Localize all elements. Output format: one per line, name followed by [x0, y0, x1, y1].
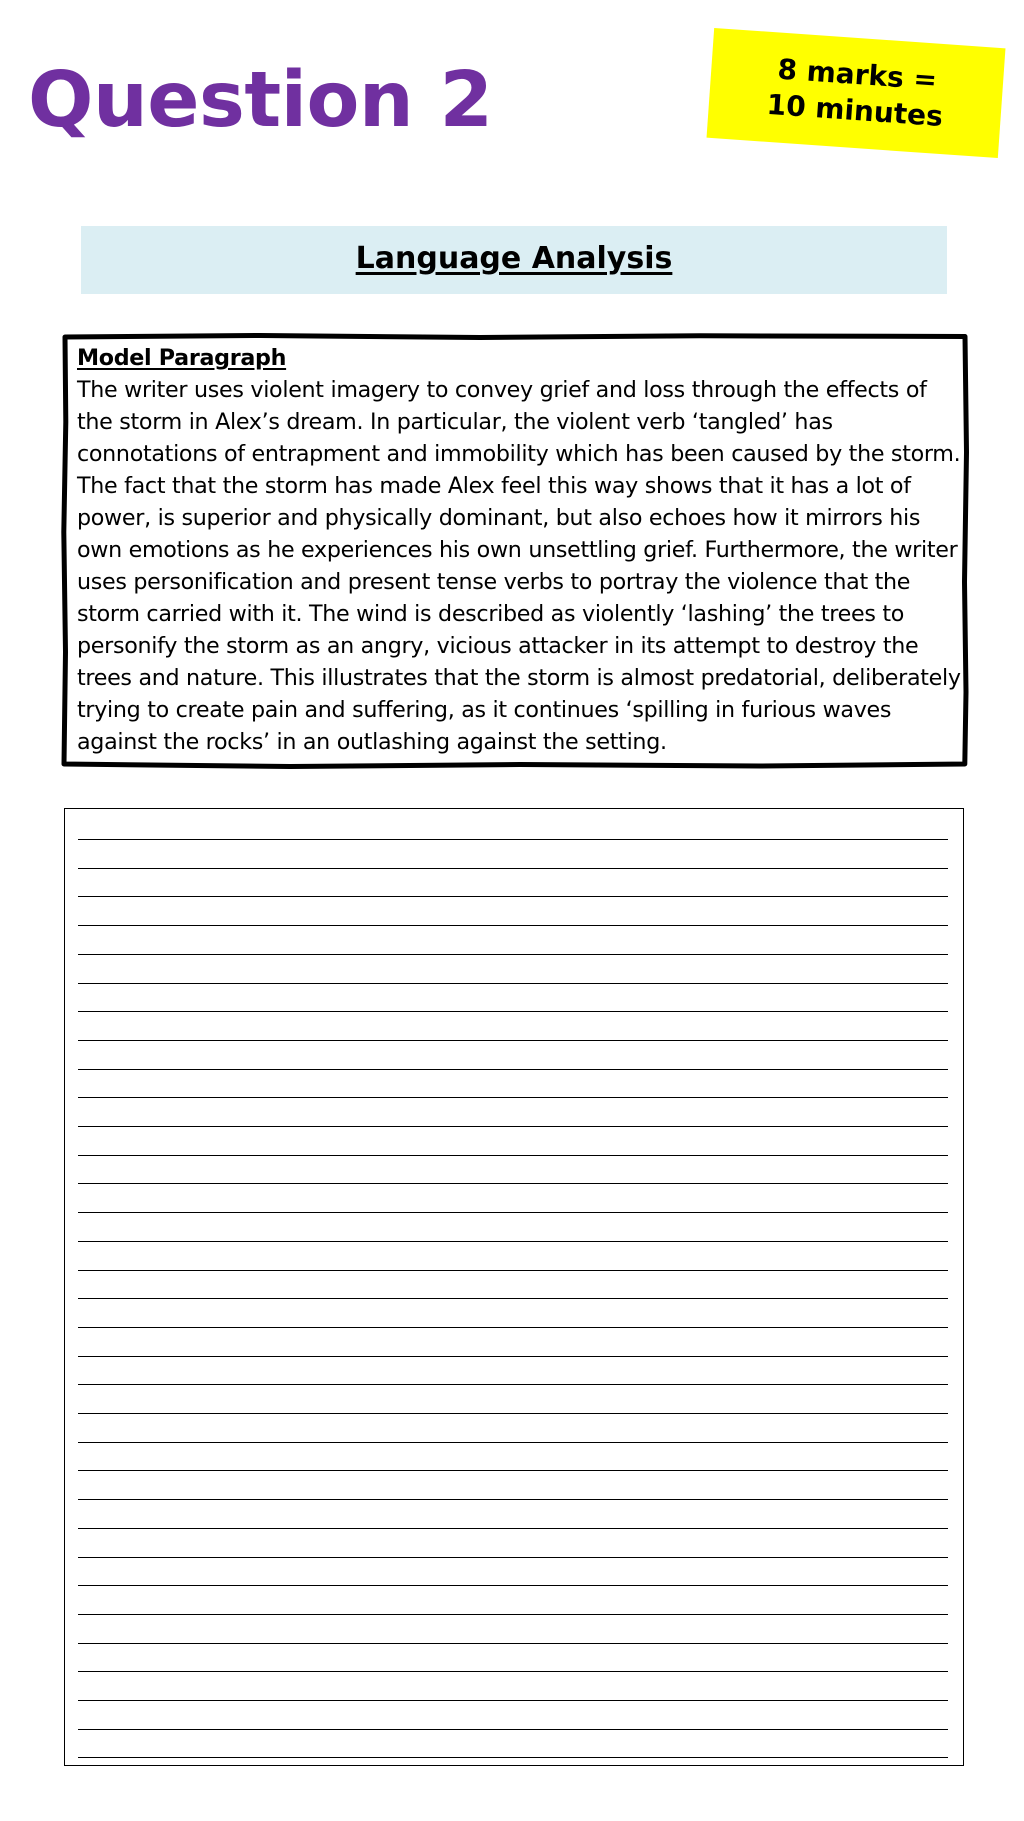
answer-line [78, 954, 948, 955]
answer-line [78, 1671, 948, 1672]
answer-line [78, 868, 948, 869]
answer-line [78, 1643, 948, 1644]
answer-line [78, 1557, 948, 1558]
answer-line [78, 1298, 948, 1299]
answer-line [78, 1614, 948, 1615]
answer-line [78, 983, 948, 984]
answer-line [78, 925, 948, 926]
marks-badge [707, 28, 1006, 158]
answer-line [78, 1155, 948, 1156]
answer-line [78, 1040, 948, 1041]
section-banner [81, 226, 947, 294]
answer-line [78, 1499, 948, 1500]
answer-area[interactable] [64, 808, 964, 1766]
model-heading: Model Paragraph [77, 345, 287, 371]
time-value: 10 minutes [765, 87, 944, 134]
answer-line [78, 1729, 948, 1730]
answer-line [78, 1413, 948, 1414]
answer-line [78, 1011, 948, 1012]
answer-line [78, 1270, 948, 1271]
model-paragraph-box [60, 332, 970, 770]
model-body: The writer uses violent imagery to convey grief and loss through the effects of the storm in Alex’s dream. In particular, the violent verb ‘tangled’ has connotations of entrapment and immobility which has been caused by the storm. The fact that the storm has made Alex feel this way shows that it has a lot of power, is superior and physically dominant, but also echoes how it mirrors his own emotions as he experiences his own unsettling grief. Furthermore, the writer uses personification and present tense verbs to portray the violence that the storm carried with it. The wind is described as violently ‘lashing’ the trees to personify the storm as an angry, vicious attacker in its attempt to destroy the trees and nature. This illustrates that the storm is almost predatorial, deliberately trying to create pain and suffering, as it continues ‘spilling in furious waves against the rocks’ in an outlashing against the setting. [77, 377, 961, 755]
answer-line [78, 1183, 948, 1184]
answer-line [78, 1241, 948, 1242]
answer-line [78, 1700, 948, 1701]
page-title: Question 2 [28, 56, 493, 145]
answer-line [78, 1356, 948, 1357]
marks-value: 8 marks = [776, 52, 939, 97]
answer-line [78, 1212, 948, 1213]
answer-line [78, 1442, 948, 1443]
answer-line [78, 1327, 948, 1328]
answer-line [78, 896, 948, 897]
answer-line [78, 1069, 948, 1070]
answer-line [78, 1585, 948, 1586]
model-paragraph [77, 342, 961, 758]
answer-line [78, 1470, 948, 1471]
answer-line [78, 1757, 948, 1758]
answer-line [78, 1384, 948, 1385]
answer-line [78, 839, 948, 840]
answer-line [78, 1097, 948, 1098]
answer-line [78, 1528, 948, 1529]
answer-line [78, 1126, 948, 1127]
section-title: Language Analysis [355, 241, 673, 276]
